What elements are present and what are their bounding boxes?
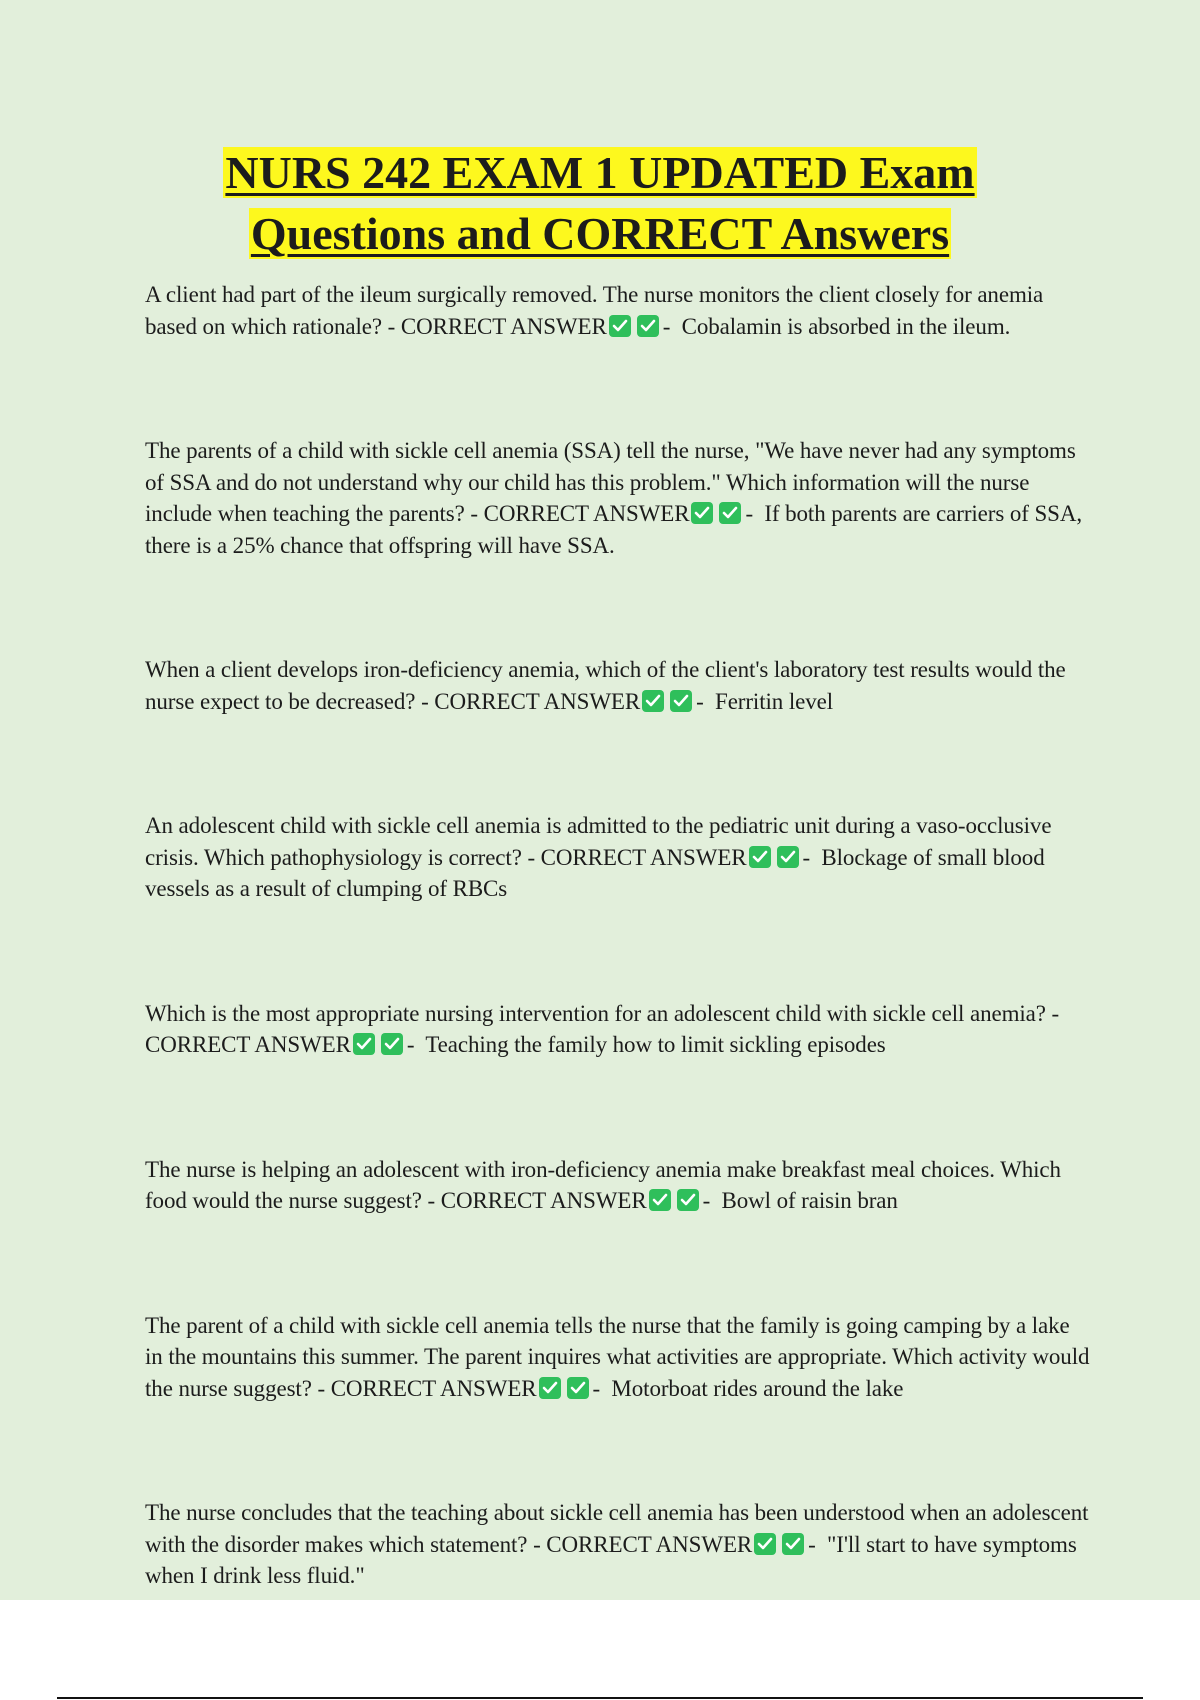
answer-text: Cobalamin is absorbed in the ileum. (681, 313, 1011, 339)
qa-item (145, 1310, 1090, 1405)
answer-marker: - CORRECT ANSWER (470, 501, 690, 526)
qa-item (145, 654, 1090, 717)
answer-marker: - CORRECT ANSWER (421, 688, 641, 714)
check-mark-icon (782, 1533, 804, 1555)
question-text: An adolescent child with sickle cell anemia is admitted to the pediatric unit during a vaso-occlusive crisis. Which pathophysiology is correct? (145, 813, 1052, 870)
question-text: The parents of a child with sickle cell anemia (SSA) tell the nurse, "We have never had any symptoms of SSA and do not understand why our child has this problem." Which information will the nurse include when teaching the parents? (145, 438, 1076, 526)
answer-separator: - (808, 1531, 816, 1557)
qa-item (145, 1154, 1090, 1217)
check-mark-icon (381, 1033, 403, 1055)
answer-separator: - (745, 501, 754, 526)
title-line-2: Questions and CORRECT Answers (250, 208, 950, 259)
answer-marker: - CORRECT ANSWER (145, 1000, 1060, 1057)
check-mark-icon (609, 315, 631, 337)
page-divider (57, 1697, 1143, 1699)
question-text: The nurse concludes that the teaching about sickle cell anemia has been understood when an adolescent with the disorder makes which statement? (145, 1500, 1089, 1557)
check-mark-icon (749, 846, 771, 868)
qa-item (145, 810, 1090, 905)
answer-separator: - (696, 688, 704, 714)
answer-marker: - CORRECT ANSWER (533, 1531, 753, 1557)
answer-separator: - (702, 1188, 711, 1213)
check-mark-icon (777, 846, 799, 868)
title-line-1: NURS 242 EXAM 1 UPDATED Exam (225, 147, 975, 198)
qa-list (145, 279, 1090, 1685)
check-mark-icon (691, 502, 713, 524)
answer-marker: - CORRECT ANSWER (387, 313, 607, 339)
check-mark-icon (670, 690, 692, 712)
check-mark-icon (754, 1533, 776, 1555)
answer-text: Blockage of small blood vessels as a result of clumping of RBCs (145, 844, 1045, 901)
question-text: The nurse is helping an adolescent with iron-deficiency anemia make breakfast meal choices. Which food would the nurse suggest? (145, 1156, 1061, 1213)
qa-item (145, 279, 1090, 342)
question-text: The parent of a child with sickle cell anemia tells the nurse that the family is going camping by a lake in the mountains this summer. The parent inquires what activities are appropriate. Which activity would the nurse suggest? (145, 1312, 1090, 1401)
question-text: Which is the most appropriate nursing intervention for an adolescent child with sickle cell anemia? (145, 1000, 1046, 1026)
check-mark-icon (649, 1189, 671, 1211)
check-mark-icon (353, 1033, 375, 1055)
document-title (0, 142, 1200, 264)
question-text: A client had part of the ileum surgically removed. The nurse monitors the client closely for anemia based on which rationale? (145, 282, 1044, 339)
answer-separator: - (592, 1375, 601, 1401)
answer-text: Ferritin level (715, 688, 834, 714)
answer-text: Teaching the family how to limit sickling episodes (425, 1032, 886, 1057)
check-mark-icon (677, 1189, 699, 1211)
check-mark-icon (567, 1377, 589, 1399)
answer-marker: - CORRECT ANSWER (317, 1375, 537, 1401)
answer-marker: - CORRECT ANSWER (427, 1188, 647, 1213)
check-mark-icon (719, 502, 741, 524)
answer-text: Motorboat rides around the lake (611, 1375, 904, 1401)
answer-separator: - (406, 1032, 415, 1057)
question-text: When a client develops iron-deficiency anemia, which of the client's laboratory test results would the nurse expect to be decreased? (145, 657, 1066, 714)
check-mark-icon (642, 690, 664, 712)
answer-text: "I'll start to have symptoms when I drink less fluid." (145, 1531, 1077, 1588)
qa-item (145, 435, 1090, 561)
answer-text: Bowl of raisin bran (721, 1188, 898, 1213)
qa-item (145, 998, 1090, 1061)
check-mark-icon (539, 1377, 561, 1399)
answer-marker: - CORRECT ANSWER (527, 844, 747, 870)
check-mark-icon (637, 315, 659, 337)
qa-item (145, 1497, 1090, 1592)
answer-separator: - (802, 844, 811, 870)
answer-separator: - (662, 313, 671, 339)
answer-text: If both parents are carriers of SSA, there is a 25% chance that offspring will have SSA. (145, 501, 1082, 558)
